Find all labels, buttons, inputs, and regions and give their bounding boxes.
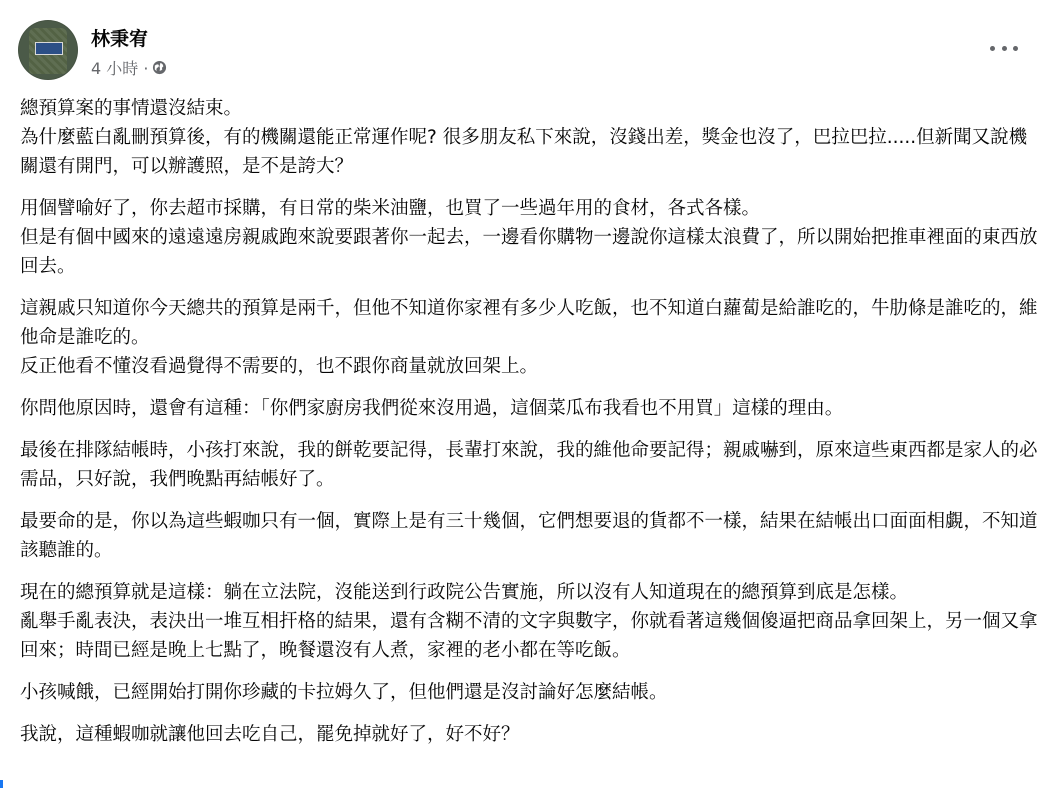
avatar-patch xyxy=(35,42,63,55)
post-paragraph xyxy=(20,578,1040,665)
edge-marker xyxy=(0,780,3,788)
globe-icon[interactable] xyxy=(152,60,167,75)
post-line: 現在的總預算就是這樣：躺在立法院，沒能送到行政院公告實施，所以沒有人知道現在的總預算到底是怎樣。 xyxy=(20,582,909,603)
post-paragraph xyxy=(20,678,1040,707)
author-avatar[interactable] xyxy=(18,20,78,80)
post-paragraph xyxy=(20,94,1040,181)
more-dot xyxy=(1002,46,1007,51)
post-paragraph xyxy=(20,507,1040,565)
post-line: 最後在排隊結帳時，小孩打來說，我的餅乾要記得，長輩打來說，我的維他命要記得；親戚嚇到，原來這些東西都是家人的必需品，只好說，我們晚點再結帳好了。 xyxy=(20,440,1038,490)
post-paragraph xyxy=(20,194,1040,281)
post-line: 但是有個中國來的遠遠遠房親戚跑來說要跟著你一起去，一邊看你購物一邊說你這樣太浪費了，所以開始把推車裡面的東西放回去。 xyxy=(20,227,1038,277)
post-line: 最要命的是，你以為這些蝦咖只有一個，實際上是有三十幾個，它們想要退的貨都不一樣，結果在結帳出口面面相覷，不知道該聽誰的。 xyxy=(20,511,1038,561)
post-timestamp[interactable]: 4 小時 · xyxy=(91,59,149,78)
post-line: 這親戚只知道你今天總共的預算是兩千，但他不知道你家裡有多少人吃飯，也不知道白蘿蔔是給誰吃的，牛肋條是誰吃的，維他命是誰吃的。 xyxy=(20,298,1038,348)
post-paragraph xyxy=(20,394,1040,423)
post-line: 反正他看不懂沒看過覺得不需要的，也不跟你商量就放回架上。 xyxy=(20,356,539,377)
post-line: 你問他原因時，還會有這種：「你們家廚房我們從來沒用過，這個菜瓜布我看也不用買」這樣的理由。 xyxy=(20,398,844,419)
post-line: 為什麼藍白亂刪預算後，有的機關還能正常運作呢? 很多朋友私下來說，沒錢出差，獎金也沒了，巴拉巴拉.....但新聞又說機關還有開門，可以辦護照，是不是誇大？ xyxy=(20,127,1028,177)
post-line: 用個譬喻好了，你去超市採購，有日常的柴米油鹽，也買了一些過年用的食材，各式各樣。 xyxy=(20,198,761,219)
more-dot xyxy=(990,46,995,51)
post-line: 小孩喊餓，已經開始打開你珍藏的卡拉姆久了，但他們還是沒討論好怎麼結帳。 xyxy=(20,682,668,703)
post-meta xyxy=(91,56,167,79)
post-line: 亂舉手亂表決，表決出一堆互相扞格的結果，還有含糊不清的文字與數字，你就看著這幾個傻逼把商品拿回架上，另一個又拿回來；時間已經是晚上七點了，晚餐還沒有人煮，家裡的老小都在等吃飯。 xyxy=(20,611,1038,661)
author-name[interactable]: 林秉宥 xyxy=(91,28,149,50)
post-body xyxy=(20,94,1040,762)
post-paragraph xyxy=(20,294,1040,381)
post-line: 我說，這種蝦咖就讓他回去吃自己，罷免掉就好了，好不好？ xyxy=(20,724,520,745)
post-paragraph xyxy=(20,720,1040,749)
post-paragraph xyxy=(20,436,1040,494)
post-line: 總預算案的事情還沒結束。 xyxy=(20,98,243,119)
post-header xyxy=(18,20,1058,84)
more-options-icon[interactable] xyxy=(990,38,1018,58)
more-dot xyxy=(1013,46,1018,51)
